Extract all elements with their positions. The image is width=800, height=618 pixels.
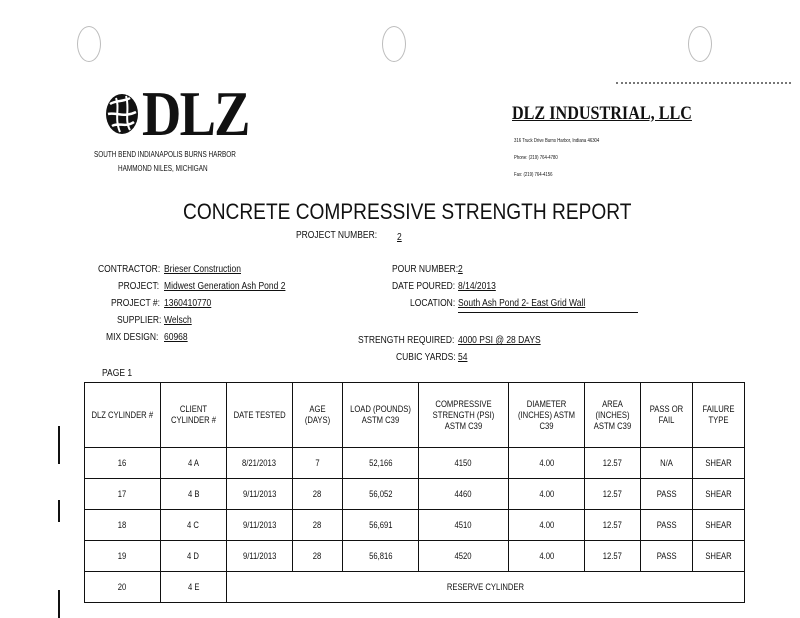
cell-area: 12.57 <box>602 488 623 499</box>
cell-compressive-strength: 4520 <box>454 550 473 561</box>
cell-dlz-cylinder: 16 <box>118 457 127 468</box>
page-label: PAGE 1 <box>102 368 133 379</box>
supplier-value: Welsch <box>164 315 192 326</box>
project-no-value: 1360410770 <box>164 298 212 309</box>
location-underline <box>458 312 638 313</box>
table-row <box>85 510 745 541</box>
cell-age: 7 <box>315 457 320 468</box>
header-dlz-cylinder: DLZ CYLINDER # <box>91 409 154 420</box>
company-fax: Fax: (219) 764-4156 <box>514 172 553 178</box>
cell-diameter: 4.00 <box>539 519 554 530</box>
cell-pass-or-fail: PASS <box>656 488 677 499</box>
scan-edge-mark <box>58 590 60 618</box>
cell-pass-or-fail: PASS <box>656 519 677 530</box>
punch-hole-left <box>77 26 101 62</box>
cell-dlz-cylinder: 18 <box>118 519 127 530</box>
cell-date-tested: 9/11/2013 <box>242 519 277 530</box>
contractor-value: Brieser Construction <box>164 264 242 275</box>
cell-dlz-cylinder: 20 <box>118 581 127 592</box>
reserve-cylinder-note: RESERVE CYLINDER <box>446 581 525 592</box>
cell-compressive-strength: 4150 <box>454 457 473 468</box>
dlz-logo-text: DLZ <box>142 78 249 149</box>
project-label: PROJECT: <box>118 281 160 292</box>
scan-edge-mark <box>58 500 60 522</box>
header-diameter: DIAMETER (INCHES) ASTM C39 <box>518 398 575 431</box>
pour-number-label: POUR NUMBER: <box>392 264 459 275</box>
date-poured-label: DATE POURED: <box>392 281 456 292</box>
cell-compressive-strength: 4460 <box>454 488 473 499</box>
punch-hole-right <box>688 26 712 62</box>
cell-area: 12.57 <box>602 550 623 561</box>
cell-dlz-cylinder: 19 <box>118 550 127 561</box>
strength-required-value: 4000 PSI @ 28 DAYS <box>458 335 541 346</box>
pour-number-value: 2 <box>458 264 463 275</box>
table-header-row <box>85 383 745 448</box>
header-date-tested: DATE TESTED <box>233 409 286 420</box>
cell-failure-type: SHEAR <box>705 550 732 561</box>
top-scan-rule <box>616 82 791 84</box>
cell-client-cylinder: 4 B <box>187 488 200 499</box>
cell-diameter: 4.00 <box>539 457 554 468</box>
contractor-label: CONTRACTOR: <box>98 264 161 275</box>
cell-age: 28 <box>313 488 322 499</box>
header-client-cylinder: CLIENT CYLINDER # <box>170 404 217 425</box>
cell-failure-type: SHEAR <box>705 519 732 530</box>
cell-client-cylinder: 4 E <box>187 581 200 592</box>
header-load: LOAD (POUNDS) ASTM C39 <box>350 404 411 425</box>
company-name: DLZ INDUSTRIAL, LLC <box>512 103 692 124</box>
project-number-label: PROJECT NUMBER: <box>296 230 378 241</box>
cell-client-cylinder: 4 A <box>187 457 200 468</box>
cell-compressive-strength: 4510 <box>454 519 473 530</box>
cubic-yards-value: 54 <box>458 352 468 363</box>
cell-pass-or-fail: PASS <box>656 550 677 561</box>
supplier-label: SUPPLIER: <box>117 315 162 326</box>
cell-load: 56,691 <box>368 519 393 530</box>
table-row <box>85 541 745 572</box>
location-label: LOCATION: <box>410 298 456 309</box>
cubic-yards-label: CUBIC YARDS: <box>396 352 456 363</box>
header-pass-or-fail: PASS OR FAIL <box>649 404 684 425</box>
project-no-label: PROJECT #: <box>111 298 160 309</box>
table-row <box>85 479 745 510</box>
cell-date-tested: 9/11/2013 <box>242 550 277 561</box>
cell-pass-or-fail: N/A <box>660 457 673 468</box>
cell-diameter: 4.00 <box>539 550 554 561</box>
office-locations-line-1: SOUTH BEND INDIANAPOLIS BURNS HARBOR <box>94 150 236 159</box>
header-compressive-strength: COMPRESSIVE STRENGTH (PSI) ASTM C39 <box>432 398 495 431</box>
punch-hole-center <box>382 26 406 62</box>
cell-failure-type: SHEAR <box>705 488 732 499</box>
cell-failure-type: SHEAR <box>705 457 732 468</box>
cell-load: 56,816 <box>368 550 393 561</box>
company-phone: Phone: (219) 764-4780 <box>514 155 558 161</box>
scan-edge-mark <box>58 426 60 464</box>
cell-area: 12.57 <box>602 519 623 530</box>
cell-dlz-cylinder: 17 <box>118 488 127 499</box>
cell-date-tested: 9/11/2013 <box>242 488 277 499</box>
mix-design-value: 60968 <box>164 332 188 343</box>
cell-age: 28 <box>313 519 322 530</box>
table-row <box>85 448 745 479</box>
cell-area: 12.57 <box>602 457 623 468</box>
table-row-reserve <box>85 572 745 603</box>
cell-load: 56,052 <box>368 488 393 499</box>
cell-client-cylinder: 4 C <box>187 519 200 530</box>
report-title: CONCRETE COMPRESSIVE STRENGTH REPORT <box>183 199 632 224</box>
cell-date-tested: 8/21/2013 <box>242 457 277 468</box>
company-address: 316 Truck Drive Burns Harbor, Indiana 46304 <box>514 138 600 144</box>
project-value: Midwest Generation Ash Pond 2 <box>164 281 286 292</box>
header-area: AREA (INCHES) ASTM C39 <box>593 398 632 431</box>
strength-required-label: STRENGTH REQUIRED: <box>358 335 455 346</box>
project-number-value: 2 <box>397 232 402 243</box>
header-failure-type: FAILURE TYPE <box>702 404 735 425</box>
cell-client-cylinder: 4 D <box>187 550 200 561</box>
date-poured-value: 8/14/2013 <box>458 281 496 292</box>
location-value: South Ash Pond 2- East Grid Wall <box>458 298 586 309</box>
header-age: AGE (DAYS) <box>304 404 331 425</box>
office-locations-line-2: HAMMOND NILES, MICHIGAN <box>118 164 208 173</box>
dlz-globe-logo-icon <box>104 92 140 136</box>
mix-design-label: MIX DESIGN: <box>106 332 159 343</box>
cell-load: 52,166 <box>368 457 393 468</box>
cell-age: 28 <box>313 550 322 561</box>
cell-diameter: 4.00 <box>539 488 554 499</box>
strength-results-table <box>84 382 745 603</box>
